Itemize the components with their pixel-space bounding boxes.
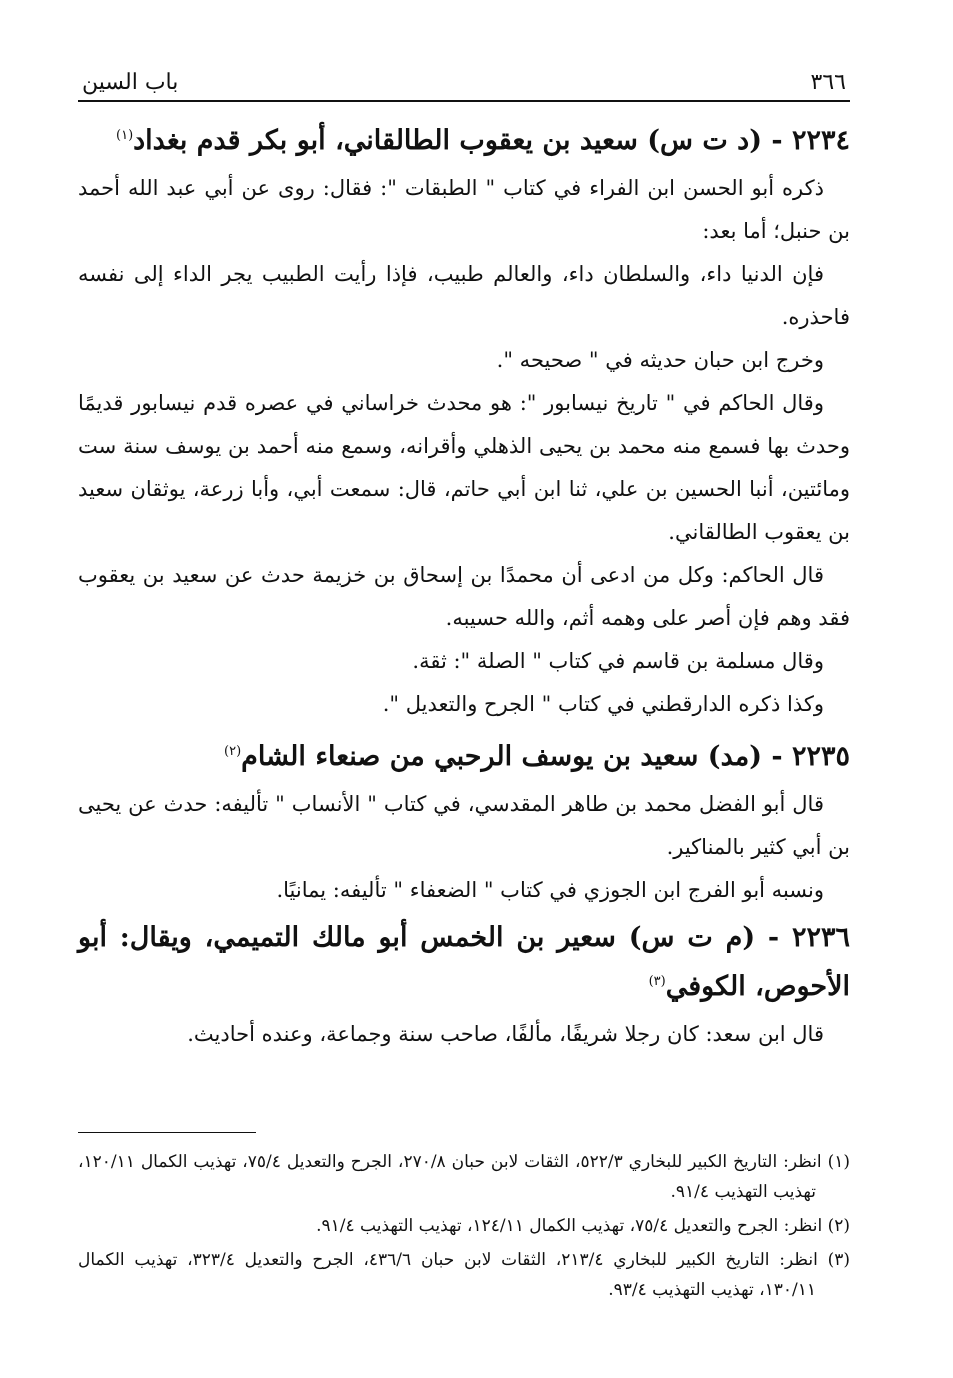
entry-paragraph: ذكره أبو الحسن ابن الفراء في كتاب " الطبقات ": فقال: روى عن أبي عبد الله أحمد بن حنبل؛ أما بعد: [78,176,850,243]
page-number: ٣٦٦ [810,70,846,95]
entry-heading-text: ٢٢٣٤ - (د ت س) سعيد بن يعقوب الطالقاني، أبو بكر قدم بغداد [133,125,850,156]
entry-2234 [78,114,850,726]
entry-heading-text: ٢٢٣٥ - (مد) سعيد بن يوسف الرحبي من صنعاء الشام [241,741,850,772]
footnote-marker: (٣) [648,974,666,989]
entry-paragraph: فإن الدنيا داء، والسلطان داء، والعالم طبيب، فإذا رأيت الطبيب يجر الداء إلى نفسه فاحذره. [78,262,850,329]
footnote-marker: (٢) [224,744,242,759]
footnote: (٢) انظر: الجرح والتعديل ٧٥/٤، تهذيب الكمال ١٢٤/١١، تهذيب التهذيب ٩١/٤. [316,1216,850,1236]
footnotes-section [78,1132,850,1309]
entry-heading [78,916,850,1009]
entry-2236 [78,916,850,1056]
entry-heading [78,730,850,779]
running-header [78,60,850,102]
entry-2235 [78,730,850,912]
entry-paragraph: قال الحاكم: وكل من ادعى أن محمدًا بن إسحاق بن خزيمة حدث عن سعيد بن يعقوب فقد وهم فإن أصر على وهمه أثم، والله حسيبه. [78,563,850,630]
footnote: (١) انظر: التاريخ الكبير للبخاري ٥٢٢/٣، الثقات لابن حبان ٢٧٠/٨، الجرح والتعديل ٧٥/٤، تهذيب الكمال ١٢٠/١١، تهذيب التهذيب ٩١/٤. [78,1152,851,1202]
entry-heading [78,114,850,163]
chapter-title: باب السين [82,70,179,95]
footnote-marker: (١) [116,128,134,143]
entry-paragraph: قال أبو الفضل محمد بن طاهر المقدسي، في كتاب " الأنساب " تأليفه: حدث عن يحيى بن أبي كثير بالمناكير. [78,792,850,859]
footnote: (٣) انظر: التاريخ الكبير للبخاري ٢١٣/٤، الثقات لابن حبان ٤٣٦/٦، الجرح والتعديل ٣٢٣/٤، تهذيب الكمال ١٣٠/١١، تهذيب التهذيب ٩٣/٤. [78,1250,850,1300]
entry-paragraph: وقال مسلمة بن قاسم في كتاب " الصلة ": ثقة. [412,649,824,673]
entry-paragraph: ونسبه أبو الفرج ابن الجوزي في كتاب " الضعفاء " تأليفه: يمانيًا. [276,878,824,902]
entry-paragraph: وكذا ذكره الدارقطني في كتاب " الجرح والتعديل ". [382,692,824,716]
page-body [78,60,850,1056]
entry-heading-text: ٢٢٣٦ - (م ت س) سعير بن الخمس أبو مالك التميمي، ويقال: أبو الأحوص، الكوفي [78,922,850,1002]
entry-paragraph: قال ابن سعد: كان رجلا شريفًا، مألفًا، صاحب سنة وجماعة، وعنده أحاديث. [187,1022,824,1046]
entry-paragraph: وخرج ابن حبان حديثه في " صحيحه ". [496,348,824,372]
entry-paragraph: وقال الحاكم في " تاريخ نيسابور ": هو محدث خراساني في عصره قدم نيسابور قديمًا وحدث بها فسمع منه محمد بن يحيى الذهلي وأقرانه، وسمع منه أحمد بن يوسف سنة ست ومائتين، أنبا الحسين بن علي، ثنا ابن أبي حاتم، قال: سمعت أبي، وأبا زرعة، يوثقان سعيد بن يعقوب الطالقاني. [78,391,850,544]
footnote-divider [78,1132,256,1133]
